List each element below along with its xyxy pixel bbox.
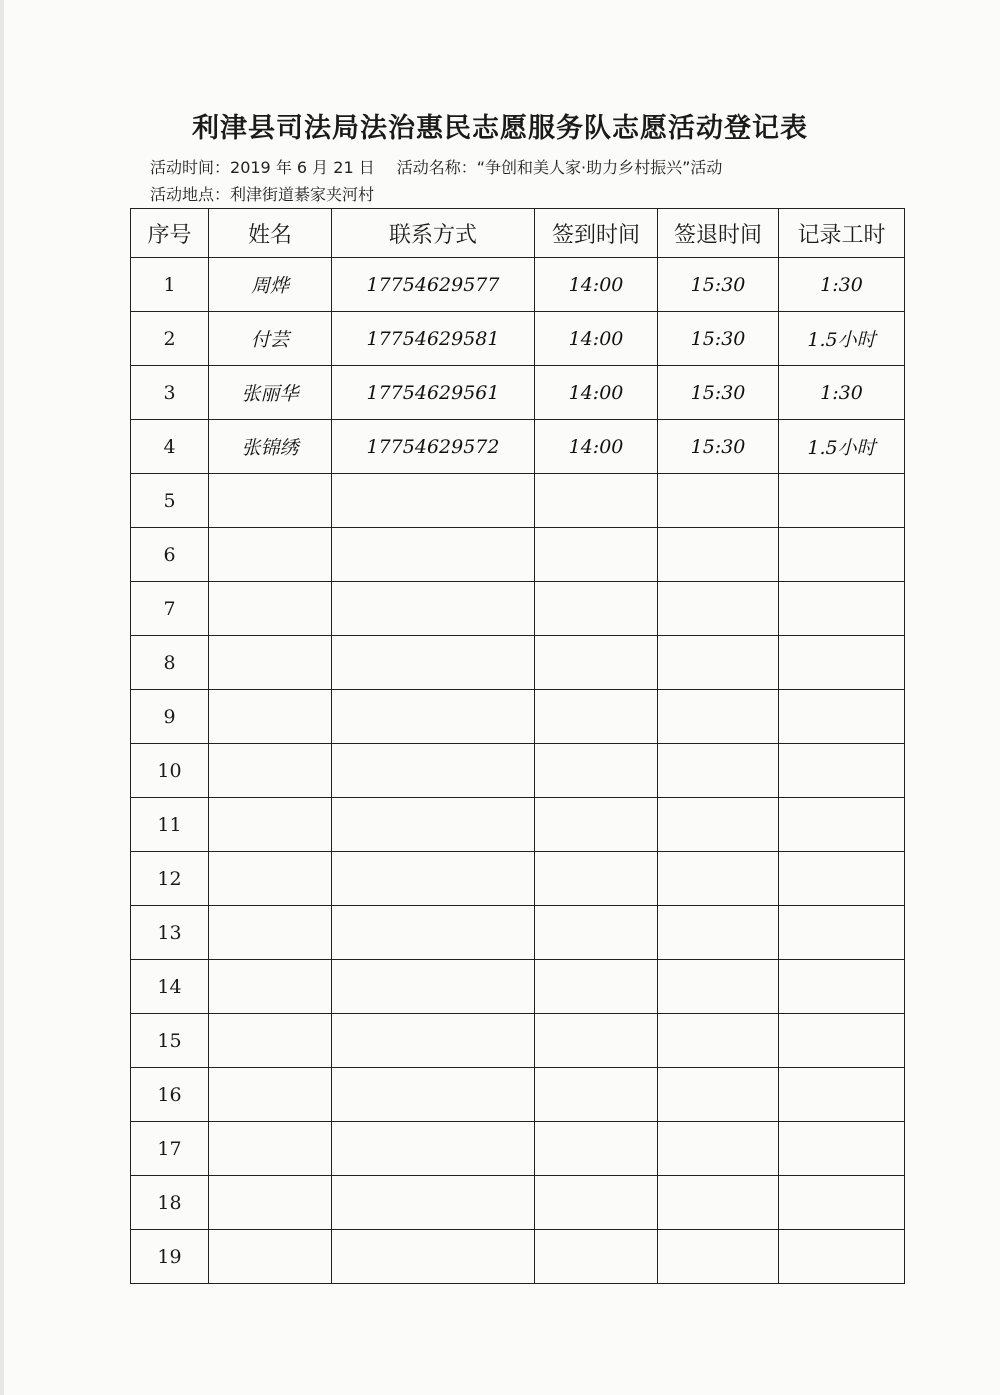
table-row bbox=[131, 1068, 905, 1122]
contact-phone bbox=[332, 636, 535, 690]
table-row bbox=[131, 582, 905, 636]
volunteer-name bbox=[209, 1230, 332, 1284]
sign-out-time bbox=[658, 1176, 779, 1230]
sign-out-time bbox=[658, 1122, 779, 1176]
volunteer-name bbox=[209, 1068, 332, 1122]
recorded-hours bbox=[779, 744, 905, 798]
sign-in-time bbox=[535, 798, 658, 852]
contact-phone bbox=[332, 1230, 535, 1284]
contact-phone bbox=[332, 960, 535, 1014]
contact-phone: 17754629561 bbox=[332, 366, 535, 420]
recorded-hours bbox=[779, 528, 905, 582]
recorded-hours bbox=[779, 1122, 905, 1176]
contact-phone: 17754629581 bbox=[332, 312, 535, 366]
contact-phone: 17754629572 bbox=[332, 420, 535, 474]
table-row bbox=[131, 1176, 905, 1230]
volunteer-name: 张丽华 bbox=[209, 366, 332, 420]
table-row bbox=[131, 420, 905, 474]
sign-in-time: 14:00 bbox=[535, 366, 658, 420]
volunteer-name bbox=[209, 1014, 332, 1068]
activity-time-name-line bbox=[150, 155, 722, 178]
activity-time-value: 2019 年 6 月 21 日 bbox=[230, 158, 375, 177]
volunteer-name bbox=[209, 690, 332, 744]
contact-phone bbox=[332, 1068, 535, 1122]
row-number: 11 bbox=[131, 798, 209, 852]
header-sign-out-time: 签退时间 bbox=[658, 209, 779, 258]
sign-out-time bbox=[658, 636, 779, 690]
row-number: 7 bbox=[131, 582, 209, 636]
recorded-hours: 1:30 bbox=[779, 366, 905, 420]
sign-in-time bbox=[535, 636, 658, 690]
sign-out-time bbox=[658, 1230, 779, 1284]
table-row bbox=[131, 1014, 905, 1068]
recorded-hours bbox=[779, 1014, 905, 1068]
activity-place-line bbox=[150, 182, 374, 205]
recorded-hours: 1.5小时 bbox=[779, 420, 905, 474]
recorded-hours bbox=[779, 1176, 905, 1230]
table-row bbox=[131, 258, 905, 312]
header-sign-in-time: 签到时间 bbox=[535, 209, 658, 258]
row-number: 1 bbox=[131, 258, 209, 312]
volunteer-name bbox=[209, 798, 332, 852]
sign-out-time: 15:30 bbox=[658, 312, 779, 366]
table-row bbox=[131, 1122, 905, 1176]
sign-in-time bbox=[535, 1014, 658, 1068]
sign-in-time: 14:00 bbox=[535, 312, 658, 366]
page-title: 利津县司法局法治惠民志愿服务队志愿活动登记表 bbox=[192, 113, 808, 144]
contact-phone bbox=[332, 1176, 535, 1230]
table-row bbox=[131, 474, 905, 528]
sign-out-time: 15:30 bbox=[658, 258, 779, 312]
table-row bbox=[131, 798, 905, 852]
table-row bbox=[131, 744, 905, 798]
recorded-hours bbox=[779, 852, 905, 906]
volunteer-name bbox=[209, 906, 332, 960]
volunteer-name bbox=[209, 744, 332, 798]
sign-in-time bbox=[535, 1122, 658, 1176]
sign-out-time bbox=[658, 1014, 779, 1068]
registration-table bbox=[130, 208, 905, 1284]
header-name: 姓名 bbox=[209, 209, 332, 258]
volunteer-name bbox=[209, 636, 332, 690]
sign-out-time bbox=[658, 852, 779, 906]
contact-phone bbox=[332, 798, 535, 852]
recorded-hours bbox=[779, 906, 905, 960]
table-row bbox=[131, 528, 905, 582]
table-row bbox=[131, 636, 905, 690]
volunteer-name bbox=[209, 852, 332, 906]
table-row bbox=[131, 312, 905, 366]
table-body bbox=[131, 258, 905, 1284]
recorded-hours bbox=[779, 636, 905, 690]
sign-in-time bbox=[535, 528, 658, 582]
row-number: 5 bbox=[131, 474, 209, 528]
sign-out-time bbox=[658, 960, 779, 1014]
recorded-hours bbox=[779, 960, 905, 1014]
sign-in-time bbox=[535, 1176, 658, 1230]
table-row bbox=[131, 1230, 905, 1284]
table-row bbox=[131, 852, 905, 906]
table-row bbox=[131, 960, 905, 1014]
contact-phone bbox=[332, 906, 535, 960]
sign-in-time bbox=[535, 906, 658, 960]
sign-in-time bbox=[535, 960, 658, 1014]
row-number: 16 bbox=[131, 1068, 209, 1122]
row-number: 8 bbox=[131, 636, 209, 690]
sign-out-time: 15:30 bbox=[658, 366, 779, 420]
scan-edge bbox=[0, 0, 4, 1395]
volunteer-name bbox=[209, 1122, 332, 1176]
sign-out-time bbox=[658, 582, 779, 636]
activity-place-value: 利津街道綦家夹河村 bbox=[230, 185, 375, 204]
recorded-hours: 1.5小时 bbox=[779, 312, 905, 366]
volunteer-name bbox=[209, 960, 332, 1014]
row-number: 19 bbox=[131, 1230, 209, 1284]
volunteer-name bbox=[209, 528, 332, 582]
row-number: 17 bbox=[131, 1122, 209, 1176]
sign-in-time: 14:00 bbox=[535, 258, 658, 312]
table-row bbox=[131, 366, 905, 420]
activity-time-label: 活动时间： bbox=[150, 158, 231, 177]
activity-place-label: 活动地点： bbox=[150, 185, 231, 204]
row-number: 12 bbox=[131, 852, 209, 906]
contact-phone bbox=[332, 852, 535, 906]
contact-phone bbox=[332, 744, 535, 798]
sign-out-time bbox=[658, 474, 779, 528]
contact-phone bbox=[332, 1014, 535, 1068]
sign-out-time: 15:30 bbox=[658, 420, 779, 474]
volunteer-name: 张锦绣 bbox=[209, 420, 332, 474]
row-number: 13 bbox=[131, 906, 209, 960]
sign-in-time bbox=[535, 852, 658, 906]
volunteer-name bbox=[209, 474, 332, 528]
contact-phone bbox=[332, 690, 535, 744]
table-row bbox=[131, 690, 905, 744]
sign-in-time bbox=[535, 474, 658, 528]
table-row bbox=[131, 906, 905, 960]
volunteer-name bbox=[209, 582, 332, 636]
volunteer-name: 付芸 bbox=[209, 312, 332, 366]
recorded-hours bbox=[779, 690, 905, 744]
row-number: 3 bbox=[131, 366, 209, 420]
header-recorded-hours: 记录工时 bbox=[779, 209, 905, 258]
sign-in-time: 14:00 bbox=[535, 420, 658, 474]
sign-out-time bbox=[658, 1068, 779, 1122]
row-number: 9 bbox=[131, 690, 209, 744]
header-number: 序号 bbox=[131, 209, 209, 258]
activity-name-value: “争创和美人家·助力乡村振兴”活动 bbox=[476, 158, 723, 177]
contact-phone bbox=[332, 474, 535, 528]
sign-in-time bbox=[535, 1230, 658, 1284]
contact-phone bbox=[332, 1122, 535, 1176]
sign-in-time bbox=[535, 690, 658, 744]
row-number: 4 bbox=[131, 420, 209, 474]
header-contact: 联系方式 bbox=[332, 209, 535, 258]
sign-out-time bbox=[658, 528, 779, 582]
sign-out-time bbox=[658, 798, 779, 852]
row-number: 6 bbox=[131, 528, 209, 582]
sign-in-time bbox=[535, 582, 658, 636]
recorded-hours bbox=[779, 1068, 905, 1122]
recorded-hours bbox=[779, 798, 905, 852]
row-number: 14 bbox=[131, 960, 209, 1014]
table-header-row bbox=[131, 209, 905, 258]
row-number: 15 bbox=[131, 1014, 209, 1068]
contact-phone bbox=[332, 528, 535, 582]
row-number: 18 bbox=[131, 1176, 209, 1230]
sign-in-time bbox=[535, 744, 658, 798]
sign-out-time bbox=[658, 744, 779, 798]
recorded-hours bbox=[779, 582, 905, 636]
sign-out-time bbox=[658, 906, 779, 960]
sign-in-time bbox=[535, 1068, 658, 1122]
activity-name-label: 活动名称： bbox=[396, 158, 477, 177]
sign-out-time bbox=[658, 690, 779, 744]
volunteer-name: 周烨 bbox=[209, 258, 332, 312]
recorded-hours bbox=[779, 474, 905, 528]
row-number: 10 bbox=[131, 744, 209, 798]
recorded-hours bbox=[779, 1230, 905, 1284]
volunteer-name bbox=[209, 1176, 332, 1230]
row-number: 2 bbox=[131, 312, 209, 366]
contact-phone bbox=[332, 582, 535, 636]
recorded-hours: 1:30 bbox=[779, 258, 905, 312]
contact-phone: 17754629577 bbox=[332, 258, 535, 312]
